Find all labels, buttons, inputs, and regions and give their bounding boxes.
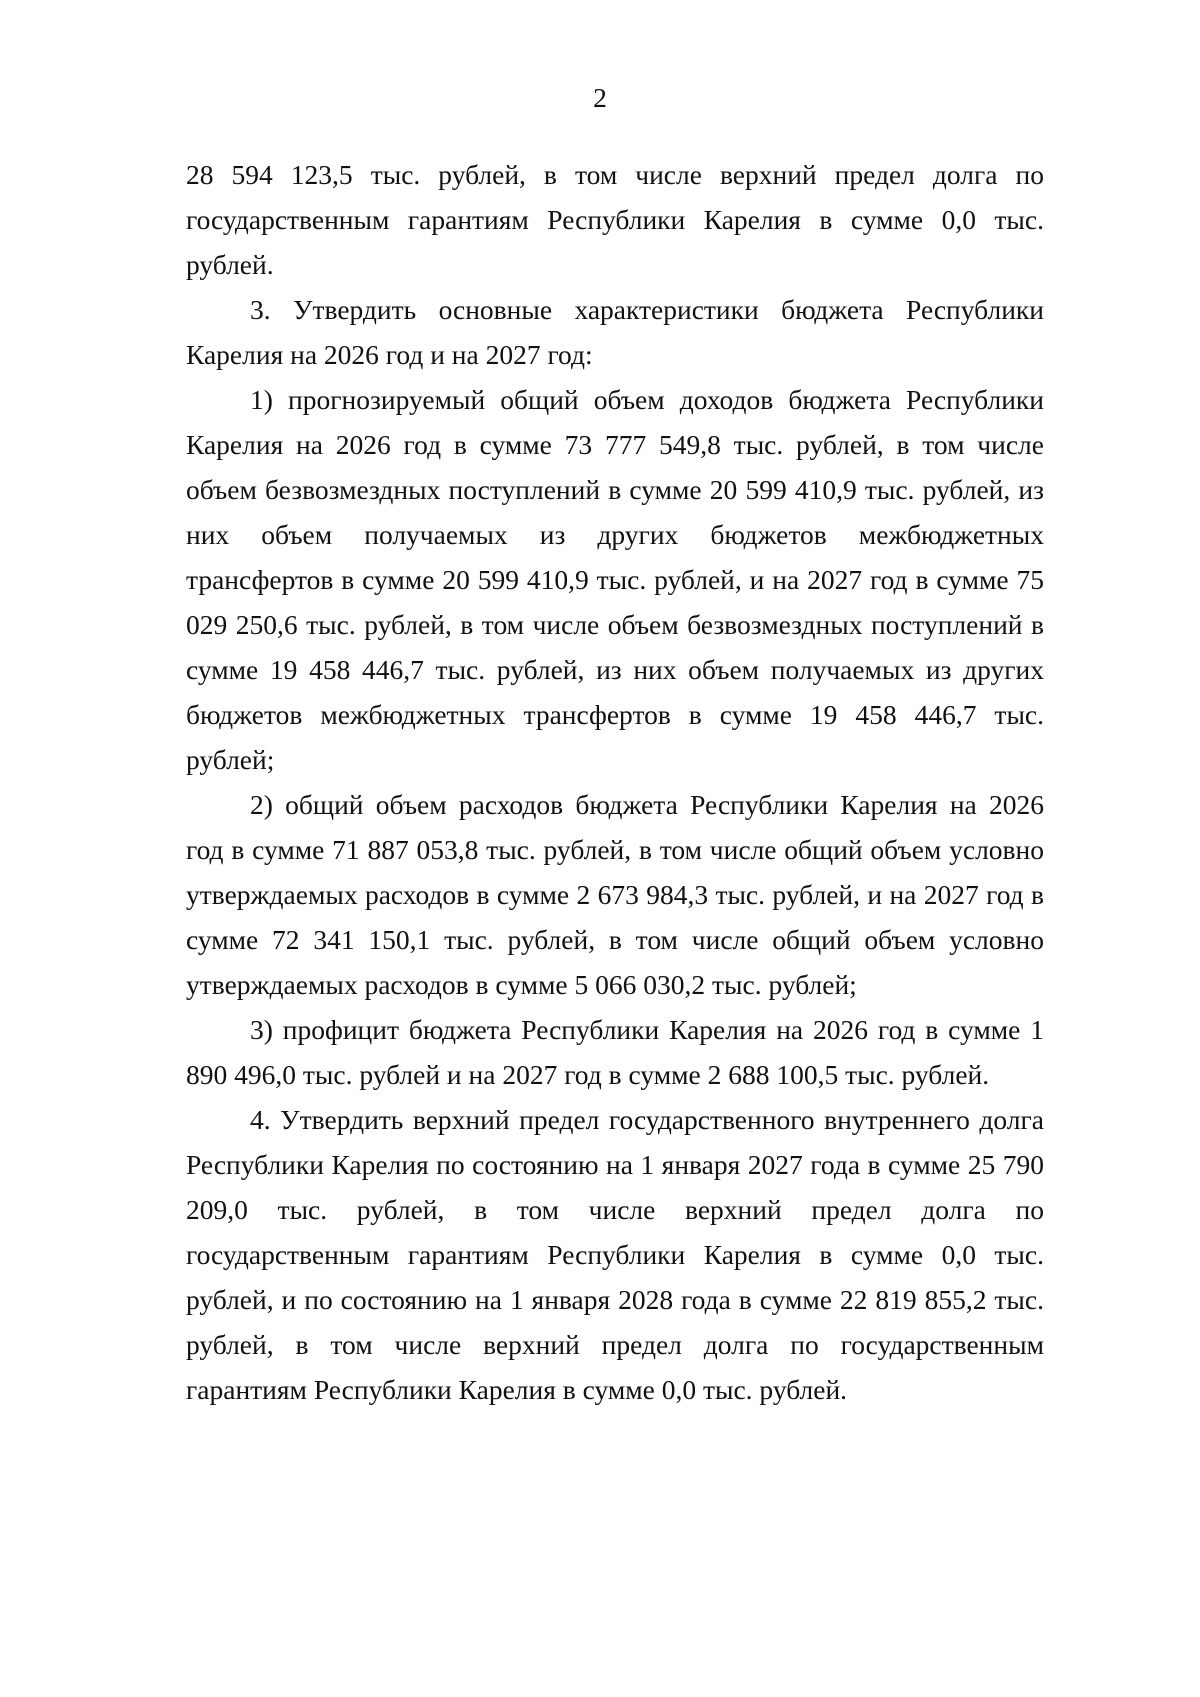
paragraph-subitem-3-surplus: 3) профицит бюджета Республики Карелия на 2026 год в сумме 1 890 496,0 тыс. рублей и на 2027 год в сумме 2 688 100,5 тыс. рублей. [186,1014,1044,1090]
paragraph-item-4: 4. Утвердить верхний предел государственного внутреннего долга Республики Карелия по состоянию на 1 января 2027 года в сумме 25 790 209,0 тыс. рублей, в том числе верхний предел долга по государственным гарантиям Республики Карелия в сумме 0,0 тыс. рублей, и по состоянию на 1 января 2028 года в сумме 22 819 855,2 тыс. рублей, в том числе верхний предел долга по государственным гарантиям Республики Карелия в сумме 0,0 тыс. рублей. [186,1104,1044,1405]
page-number: 2 [593,82,607,113]
paragraph-continuation: 28 594 123,5 тыс. рублей, в том числе верхний предел долга по государственным гарантиям Республики Карелия в сумме 0,0 тыс. рублей. [186,159,1044,280]
document-body [186,152,1044,1412]
paragraph-subitem-1-revenues: 1) прогнозируемый общий объем доходов бюджета Республики Карелия на 2026 год в сумме 73 777 549,8 тыс. рублей, в том числе объем безвозмездных поступлений в сумме 20 599 410,9 тыс. рублей, из них объем получаемых из других бюджетов межбюджетных трансфертов в сумме 20 599 410,9 тыс. рублей, и на 2027 год в сумме 75 029 250,6 тыс. рублей, в том числе объем безвозмездных поступлений в сумме 19 458 446,7 тыс. рублей, из них объем получаемых из других бюджетов межбюджетных трансфертов в сумме 19 458 446,7 тыс. рублей; [186,384,1044,775]
paragraph-subitem-2-expenses: 2) общий объем расходов бюджета Республики Карелия на 2026 год в сумме 71 887 053,8 тыс. рублей, в том числе общий объем условно утверждаемых расходов в сумме 2 673 984,3 тыс. рублей, и на 2027 год в сумме 72 341 150,1 тыс. рублей, в том числе общий объем условно утверждаемых расходов в сумме 5 066 030,2 тыс. рублей; [186,789,1044,1000]
paragraph-item-3: 3. Утвердить основные характеристики бюджета Республики Карелия на 2026 год и на 2027 год: [186,294,1044,370]
